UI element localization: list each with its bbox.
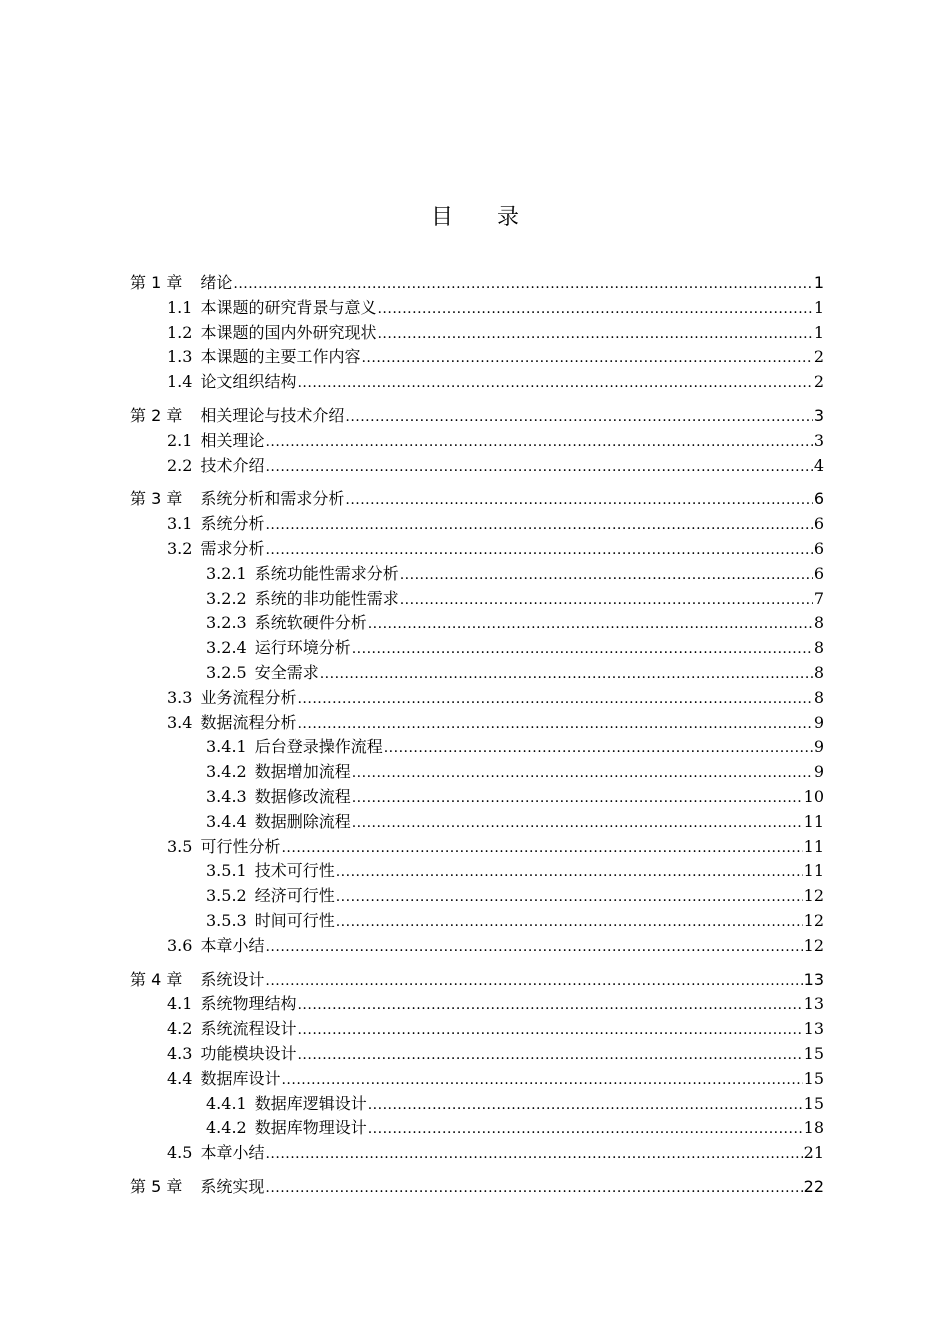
toc-entry-title: 系统流程设计 [200, 1019, 297, 1039]
toc-entry-page: 15 [803, 1043, 824, 1063]
toc-entry-number: 4.5 [167, 1143, 193, 1163]
toc-leader-dots [361, 345, 812, 371]
toc-leader-dots [368, 611, 813, 637]
toc-chapter-entry[interactable] [130, 1175, 824, 1200]
toc-entry-number: 3.2.4 [206, 638, 247, 658]
toc-entry-page: 13 [803, 994, 824, 1014]
toc-section-entry[interactable] [130, 587, 824, 612]
toc-leader-dots [352, 810, 803, 836]
toc-leader-dots [265, 1141, 802, 1167]
toc-entry-number: 2.2 [167, 455, 193, 475]
toc-entry-page: 9 [813, 737, 824, 757]
toc-entry-page: 1 [813, 297, 824, 317]
toc-section-entry[interactable] [130, 345, 824, 370]
toc-leader-dots [297, 686, 812, 712]
toc-entry-title: 本课题的研究背景与意义 [200, 297, 377, 317]
toc-entry-title: 系统的非功能性需求 [254, 588, 399, 608]
toc-entry-title: 系统实现 [200, 1176, 265, 1196]
toc-leader-dots [297, 992, 802, 1018]
toc-leader-dots [265, 1175, 802, 1201]
toc-entry-page: 15 [803, 1068, 824, 1088]
toc-leader-dots [265, 454, 812, 480]
toc-section-entry[interactable] [130, 810, 824, 835]
toc-entry-title: 本课题的主要工作内容 [200, 347, 361, 367]
toc-entry-number: 3.5.3 [206, 910, 247, 930]
toc-entry-title: 数据库设计 [200, 1068, 281, 1088]
toc-leader-dots [233, 271, 812, 297]
toc-entry-page: 13 [803, 969, 824, 989]
toc-entry-number: 3.2.5 [206, 662, 247, 682]
toc-entry-page: 8 [813, 638, 824, 658]
toc-entry-title: 相关理论 [200, 430, 265, 450]
toc-section-entry[interactable] [130, 934, 824, 959]
toc-entry-page: 12 [803, 935, 824, 955]
toc-entry-page: 1 [813, 322, 824, 342]
toc-entry-number: 1.2 [167, 322, 193, 342]
toc-leader-dots [297, 1017, 802, 1043]
toc-leader-dots [345, 487, 812, 513]
toc-entry-number: 1.4 [167, 372, 193, 392]
toc-section-entry[interactable] [130, 909, 824, 934]
toc-entry-number: 第 5 章 [130, 1176, 183, 1196]
toc-entry-page: 6 [813, 563, 824, 583]
toc-entry-page: 4 [813, 455, 824, 475]
toc-entry-title: 运行环境分析 [254, 638, 351, 658]
toc-chapter-entry[interactable] [130, 404, 824, 429]
toc-entry-title: 后台登录操作流程 [254, 737, 383, 757]
toc-entry-title: 安全需求 [254, 662, 319, 682]
toc-entry-number: 2.1 [167, 430, 193, 450]
toc-entry-title: 数据增加流程 [254, 762, 351, 782]
toc-entry-number: 第 3 章 [130, 489, 183, 509]
toc-leader-dots [400, 587, 813, 613]
toc-leader-dots [265, 968, 802, 994]
toc-entry-title: 数据库逻辑设计 [254, 1093, 367, 1113]
toc-entry-page: 11 [803, 836, 824, 856]
toc-entry-page: 12 [803, 886, 824, 906]
toc-entry-title: 绪论 [200, 273, 233, 292]
toc-leader-dots [265, 512, 812, 538]
toc-entry-page: 8 [813, 662, 824, 682]
toc-entry-title: 系统设计 [200, 969, 265, 989]
toc-leader-dots [345, 404, 812, 430]
toc-section-entry[interactable] [130, 661, 824, 686]
toc-entry-page: 6 [813, 538, 824, 558]
toc-entry-title: 系统功能性需求分析 [254, 563, 399, 583]
toc-entry-number: 4.4.2 [206, 1118, 247, 1138]
toc-leader-dots [368, 1092, 803, 1118]
toc-section-entry[interactable] [130, 636, 824, 661]
toc-section-entry[interactable] [130, 296, 824, 321]
toc-section-entry[interactable] [130, 711, 824, 736]
toc-entry-number: 4.4.1 [206, 1093, 247, 1113]
toc-entry-title: 需求分析 [200, 538, 265, 558]
toc-leader-dots [377, 296, 812, 322]
toc-leader-dots [336, 884, 803, 910]
toc-section-entry[interactable] [130, 859, 824, 884]
toc-entry-number: 3.4.1 [206, 737, 247, 757]
toc-entry-title: 数据删除流程 [254, 811, 351, 831]
toc-section-entry[interactable] [130, 835, 824, 860]
toc-entry-title: 论文组织结构 [200, 372, 297, 392]
toc-entry-number: 1.3 [167, 347, 193, 367]
toc-entry-number: 3.5 [167, 836, 193, 856]
toc-entry-title: 技术可行性 [254, 861, 335, 881]
toc-entry-number: 1.1 [167, 297, 193, 317]
toc-section-entry[interactable] [130, 1017, 824, 1042]
toc-entry-number: 4.2 [167, 1019, 193, 1039]
toc-leader-dots [265, 537, 812, 563]
toc-entry-page: 9 [813, 762, 824, 782]
toc-entry-number: 4.1 [167, 994, 193, 1014]
toc-entry-page: 8 [813, 613, 824, 633]
toc-section-entry[interactable] [130, 321, 824, 346]
toc-section-entry[interactable] [130, 370, 824, 395]
toc-leader-dots [320, 661, 813, 687]
toc-title: 目录 [430, 205, 563, 230]
toc-entry-number: 3.2.3 [206, 613, 247, 633]
toc-section-entry[interactable] [130, 512, 824, 537]
toc-entry-number: 3.5.2 [206, 886, 247, 906]
toc-entry-number: 3.4.3 [206, 786, 247, 806]
toc-leader-dots [352, 785, 803, 811]
toc-entry-title: 相关理论与技术介绍 [200, 405, 345, 425]
toc-section-entry[interactable] [130, 1042, 824, 1067]
toc-entry-page: 8 [813, 687, 824, 707]
toc-chapter-entry[interactable] [130, 487, 824, 512]
toc-entry-page: 13 [803, 1019, 824, 1039]
toc-section-entry[interactable] [130, 562, 824, 587]
toc-entry-page: 7 [813, 588, 824, 608]
toc-entry-title: 本章小结 [200, 1143, 265, 1163]
toc-leader-dots [297, 1042, 802, 1068]
toc-entry-title: 数据库物理设计 [254, 1118, 367, 1138]
toc-entry-page: 3 [813, 430, 824, 450]
toc-section-entry[interactable] [130, 454, 824, 479]
toc-entry-page: 1 [813, 273, 824, 292]
toc-entry-title: 系统分析 [200, 514, 265, 534]
toc-entry-number: 3.2 [167, 538, 193, 558]
toc-leader-dots [377, 321, 812, 347]
toc-section-entry[interactable] [130, 1141, 824, 1166]
toc-leader-dots [281, 1067, 802, 1093]
toc-leader-dots [336, 909, 803, 935]
toc-section-entry[interactable] [130, 735, 824, 760]
toc-entry-page: 2 [813, 372, 824, 392]
toc-entry-title: 技术介绍 [200, 455, 265, 475]
toc-entry-page: 22 [803, 1176, 824, 1196]
toc-entry-number: 3.4 [167, 712, 193, 732]
toc-section-entry[interactable] [130, 537, 824, 562]
toc-entry-title: 系统软硬件分析 [254, 613, 367, 633]
toc-leader-dots [297, 370, 812, 396]
toc-entry-page: 11 [803, 861, 824, 881]
toc-entry-number: 4.3 [167, 1043, 193, 1063]
toc-entry-number: 3.1 [167, 514, 193, 534]
toc-entry-number: 4.4 [167, 1068, 193, 1088]
toc-section-entry[interactable] [130, 611, 824, 636]
toc-entry-page: 18 [803, 1118, 824, 1138]
toc-section-entry[interactable] [130, 429, 824, 454]
toc-chapter-entry[interactable] [130, 271, 824, 296]
toc-entry-title: 业务流程分析 [200, 687, 297, 707]
toc-entry-number: 第 1 章 [130, 273, 183, 292]
toc-leader-dots [400, 562, 813, 588]
toc-leader-dots [384, 735, 813, 761]
toc-leader-dots [281, 835, 802, 861]
toc-entry-title: 本章小结 [200, 935, 265, 955]
toc-entry-title: 数据流程分析 [200, 712, 297, 732]
toc-section-entry[interactable] [130, 760, 824, 785]
toc-entry-page: 3 [813, 405, 824, 425]
toc-entry-number: 3.4.2 [206, 762, 247, 782]
toc-section-entry[interactable] [130, 884, 824, 909]
toc-entry-title: 数据修改流程 [254, 786, 351, 806]
toc-entry-title: 系统物理结构 [200, 994, 297, 1014]
toc-section-entry[interactable] [130, 1116, 824, 1141]
toc-entry-page: 6 [813, 514, 824, 534]
toc-leader-dots [352, 760, 813, 786]
toc-entry-title: 时间可行性 [254, 910, 335, 930]
toc-entry-page: 2 [813, 347, 824, 367]
toc-entry-page: 6 [813, 489, 824, 509]
toc-entry-page: 21 [803, 1143, 824, 1163]
toc-entry-title: 功能模块设计 [200, 1043, 297, 1063]
toc-entry-title: 经济可行性 [254, 886, 335, 906]
toc-entry-number: 3.2.2 [206, 588, 247, 608]
toc-section-entry[interactable] [130, 1067, 824, 1092]
toc-entry-page: 15 [803, 1093, 824, 1113]
toc-entry-number: 第 2 章 [130, 405, 183, 425]
toc-section-entry[interactable] [130, 785, 824, 810]
toc-entry-number: 3.2.1 [206, 563, 247, 583]
toc-entry-title: 系统分析和需求分析 [200, 489, 345, 509]
toc-leader-dots [297, 711, 812, 737]
toc-leader-dots [368, 1116, 803, 1142]
toc-entry-title: 本课题的国内外研究现状 [200, 322, 377, 342]
toc-entry-title: 可行性分析 [200, 836, 281, 856]
toc-entry-page: 11 [803, 811, 824, 831]
table-of-contents [130, 271, 824, 1200]
toc-entry-page: 9 [813, 712, 824, 732]
toc-chapter-entry[interactable] [130, 968, 824, 993]
toc-leader-dots [265, 429, 812, 455]
toc-entry-number: 第 4 章 [130, 969, 183, 989]
toc-entry-number: 3.5.1 [206, 861, 247, 881]
toc-section-entry[interactable] [130, 992, 824, 1017]
toc-leader-dots [352, 636, 813, 662]
toc-section-entry[interactable] [130, 1092, 824, 1117]
toc-entry-number: 3.4.4 [206, 811, 247, 831]
toc-section-entry[interactable] [130, 686, 824, 711]
toc-leader-dots [265, 934, 802, 960]
toc-entry-number: 3.3 [167, 687, 193, 707]
toc-entry-number: 3.6 [167, 935, 193, 955]
toc-leader-dots [336, 859, 803, 885]
toc-entry-page: 10 [803, 786, 824, 806]
toc-entry-page: 12 [803, 910, 824, 930]
